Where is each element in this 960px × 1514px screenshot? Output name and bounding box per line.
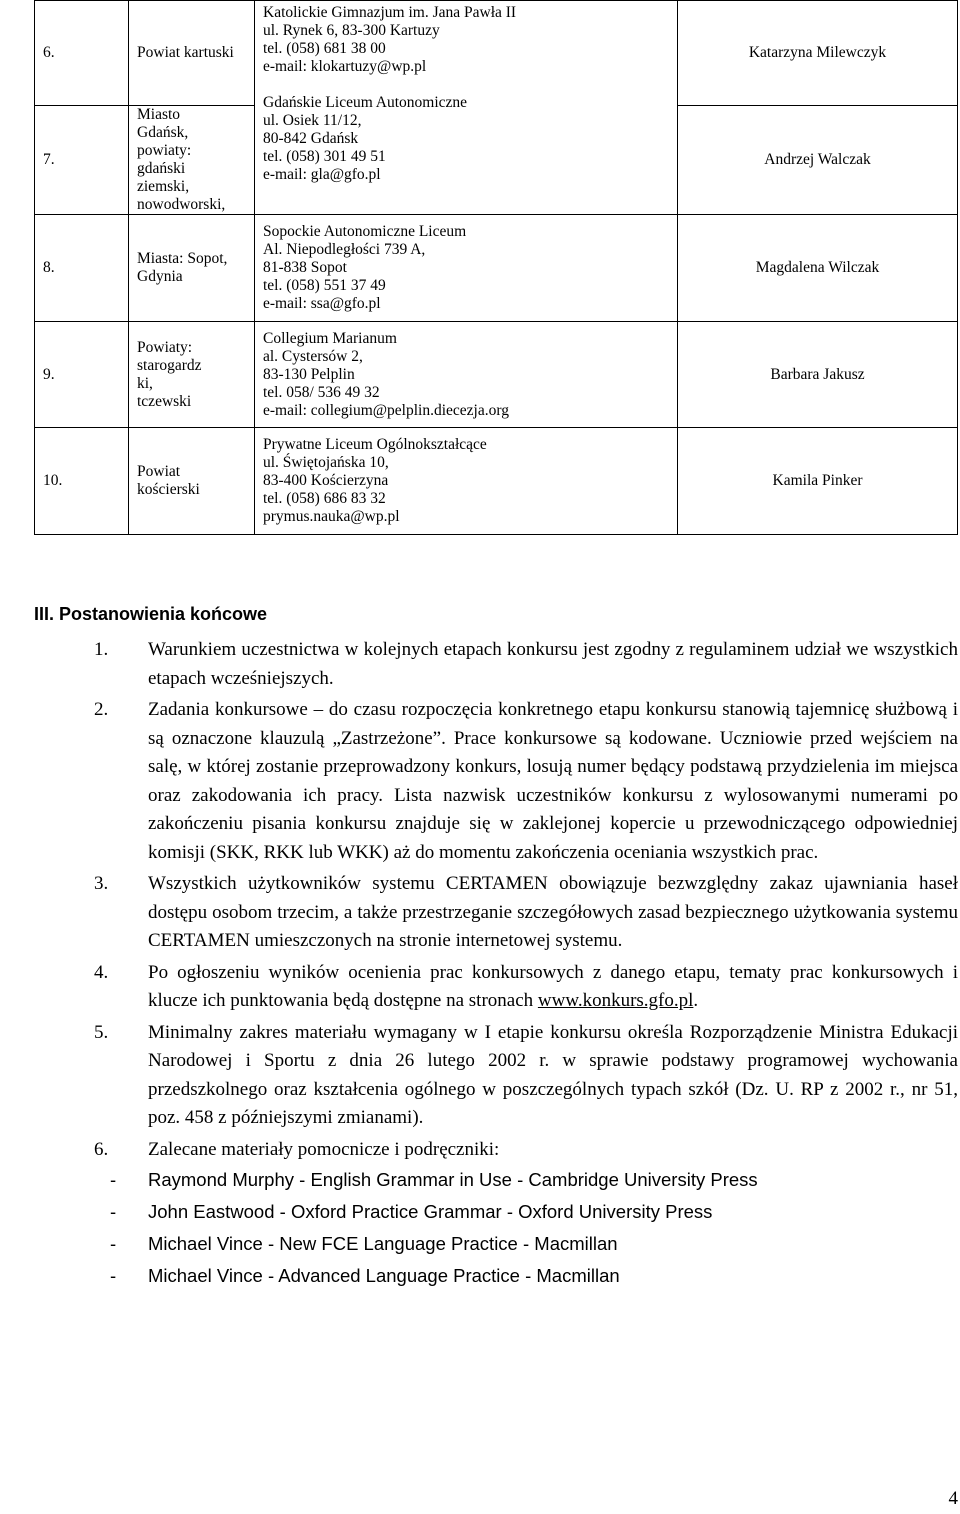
table-row: [35, 428, 958, 535]
material-text: Michael Vince - New FCE Language Practice - Macmillan: [148, 1233, 618, 1254]
region-line: Powiat: [137, 463, 181, 480]
coordinator-name: Andrzej Walczak: [678, 106, 958, 215]
material-item: [94, 1196, 958, 1228]
provision-item-2: [94, 696, 958, 867]
final-provisions-list: [94, 636, 958, 1292]
school-line: ul. Rynek 6, 83-300 Kartuzy: [263, 22, 440, 39]
school-entry: [263, 435, 677, 527]
materials-list: [94, 1164, 958, 1292]
school-line: tel. (058) 681 38 00: [263, 40, 386, 57]
item-text: Minimalny zakres materiału wymagany w I etapie konkursu określa Rozporządzenie Ministra Edukacji Narodowej i Sportu z dnia 26 lutego 2002 r. w sprawie podstawy programowej wychowania przedszkolnego oraz kształcenia ogólnego w poszczególnych typach szkół (Dz. U. RP z 2002 r., nr 51, poz. 458 z późniejszymi zmianami).: [148, 1021, 958, 1128]
provision-item-3: [94, 870, 958, 956]
region-line: starogardz: [137, 356, 202, 374]
item-text: Po ogłoszeniu wyników ocenienia prac konkursowych z danego etapu, tematy prac konkursowych i klucze ich punktowania będą dostępne na stronach: [148, 961, 958, 1011]
school-cell: [255, 322, 678, 428]
school-cell: [255, 1, 678, 215]
row-number: 6.: [35, 1, 129, 106]
region-line: Powiaty:: [137, 338, 193, 356]
region-line: powiaty:: [137, 142, 192, 159]
dash-bullet: -: [110, 1169, 117, 1190]
schools-table: [34, 0, 958, 535]
region-line: Powiat kartuski: [137, 44, 234, 61]
school-line: Katolickie Gimnazjum im. Jana Pawła II: [263, 4, 517, 21]
item-number: 3.: [94, 873, 109, 894]
school-line: tel. (058) 301 49 51: [263, 148, 386, 165]
material-item: [94, 1260, 958, 1292]
material-item: [94, 1164, 958, 1196]
item-number: 5.: [94, 1021, 109, 1043]
region-line: Miasto: [137, 106, 181, 123]
row-number: 8.: [35, 215, 129, 322]
row-number: 7.: [35, 106, 129, 215]
link-suffix: .: [693, 990, 699, 1011]
material-text: Raymond Murphy - English Grammar in Use - Cambridge University Press: [148, 1169, 758, 1190]
provision-item-5: [94, 1019, 958, 1133]
school-line: e-mail: gla@gfo.pl: [263, 166, 381, 183]
school-line: Gdańskie Liceum Autonomiczne: [263, 94, 468, 111]
table-row: [35, 322, 958, 428]
item-text: Zalecane materiały pomocnicze i podręczniki:: [148, 1138, 500, 1160]
school-line: ul. Świętojańska 10,: [263, 454, 389, 471]
school-line: Collegium Marianum: [263, 329, 397, 347]
coordinator-name: Magdalena Wilczak: [678, 215, 958, 322]
school-entry: [263, 329, 677, 421]
school-entry: [263, 3, 677, 77]
school-line: 83-130 Pelplin: [263, 365, 355, 383]
region-line: kościerski: [137, 481, 200, 498]
region-line: Miasta: Sopot,: [137, 250, 228, 267]
coordinator-name: Katarzyna Milewczyk: [678, 1, 958, 106]
item-text: Warunkiem uczestnictwa w kolejnych etapach konkursu jest zgodny z regulaminem udział we wszystkich etapach wcześniejszych.: [148, 639, 958, 689]
dash-bullet: -: [110, 1265, 117, 1286]
region-line: nowodworski,: [137, 196, 226, 213]
coordinator-name: Barbara Jakusz: [678, 322, 958, 428]
item-number: 6.: [94, 1138, 109, 1160]
page-number: 4: [948, 1488, 958, 1509]
dash-bullet: -: [110, 1233, 117, 1254]
item-number: 2.: [94, 699, 109, 720]
school-cell: [255, 428, 678, 535]
section-title: III. Postanowienia końcowe: [34, 604, 268, 624]
region-line: tczewski: [137, 392, 192, 410]
school-line: e-mail: ssa@gfo.pl: [263, 295, 381, 312]
row-number: 10.: [35, 428, 129, 535]
provision-item-6: [94, 1136, 958, 1165]
item-text: Wszystkich użytkowników systemu CERTAMEN obowiązuje bezwzględny zakaz ujawniania haseł dostępu osobom trzecim, a także przestrzeganie szczegółowych zasad bezpiecznego użytkowania systemu CERTAMEN umieszczonych na stronie internetowej systemu.: [148, 873, 958, 951]
dash-bullet: -: [110, 1201, 117, 1222]
coordinator-name: Kamila Pinker: [678, 428, 958, 535]
table-row: [35, 215, 958, 322]
school-line: tel. (058) 551 37 49: [263, 277, 386, 294]
region-cell: [129, 1, 255, 106]
material-text: John Eastwood - Oxford Practice Grammar - Oxford University Press: [148, 1201, 713, 1222]
school-line: 81-838 Sopot: [263, 259, 347, 276]
table-row: [35, 1, 958, 106]
school-line: Prywatne Liceum Ogólnokształcące: [263, 436, 487, 453]
school-line: ul. Osiek 11/12,: [263, 112, 362, 129]
region-line: gdański: [137, 160, 186, 177]
school-entry: [263, 222, 677, 314]
school-entry: [263, 93, 677, 185]
school-line: Al. Niepodległości 739 A,: [263, 241, 426, 258]
row-number: 9.: [35, 322, 129, 428]
school-line: Sopockie Autonomiczne Liceum: [263, 223, 467, 240]
region-line: ki,: [137, 374, 153, 392]
school-line: tel. (058) 686 83 32: [263, 490, 386, 507]
website-link[interactable]: www.konkurs.gfo.pl: [537, 990, 694, 1011]
region-line: Gdynia: [137, 268, 183, 285]
school-line: tel. 058/ 536 49 32: [263, 383, 380, 401]
material-item: [94, 1228, 958, 1260]
school-line: al. Cystersów 2,: [263, 347, 363, 365]
provision-item-1: [94, 636, 958, 693]
region-line: ziemski,: [137, 178, 190, 195]
school-line: 83-400 Kościerzyna: [263, 472, 389, 489]
school-line: prymus.nauka@wp.pl: [263, 508, 400, 525]
region-cell: [129, 215, 255, 322]
material-text: Michael Vince - Advanced Language Practice - Macmillan: [148, 1265, 620, 1286]
school-line: e-mail: klokartuzy@wp.pl: [263, 58, 427, 75]
school-line: e-mail: collegium@pelplin.diecezja.org: [263, 401, 509, 419]
region-cell: [129, 322, 255, 428]
region-cell: [129, 428, 255, 535]
item-text: Zadania konkursowe – do czasu rozpoczęcia konkretnego etapu konkursu stanowią tajemnicę służbową i są oznaczone klauzulą „Zastrzeżone”. Prace konkursowe są kodowane. Uczniowie przed wejściem na salę, w której zostanie przeprowadzony konkurs, losują numer będący podstawą przydzielenia im miejsca oraz zakodowania ich pracy. Lista nazwisk uczestników konkursu z wylosowanymi numerami po zakończeniu pisania konkursu znajduje się w zaklejonej kopercie u przewodniczącego odpowiedniej komisji (SKK, RKK lub WKK) aż do momentu zakończenia oceniania wszystkich prac.: [148, 699, 958, 863]
region-line: Gdańsk,: [137, 124, 189, 141]
school-cell: [255, 215, 678, 322]
school-line: 80-842 Gdańsk: [263, 130, 359, 147]
region-cell: [129, 106, 255, 215]
item-number: 4.: [94, 961, 109, 983]
item-number: 1.: [94, 639, 109, 660]
provision-item-4: [94, 959, 958, 1016]
